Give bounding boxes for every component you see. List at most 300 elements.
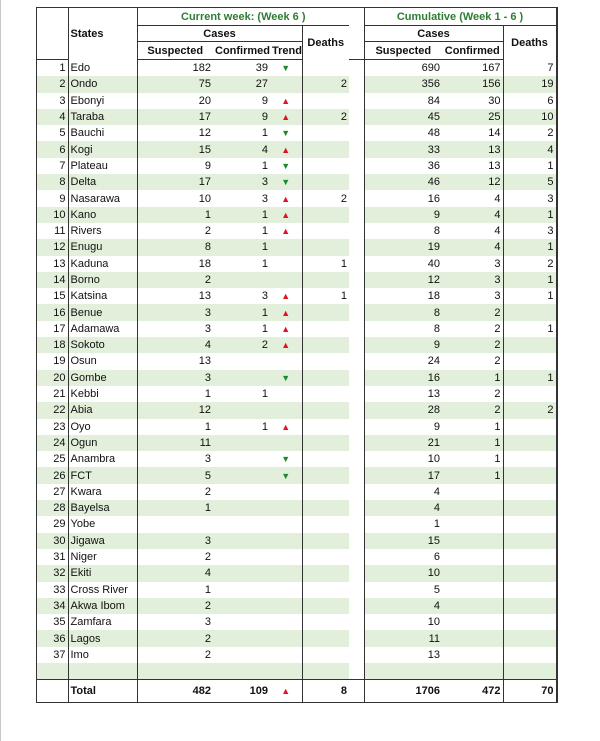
cumulative-confirmed-cell: 2	[494, 388, 501, 401]
cumulative-deaths-cell: 3	[503, 190, 556, 206]
cumulative-suspected-cell: 24	[364, 353, 442, 369]
spacer-cell	[349, 516, 364, 532]
trend-up-icon: ▲	[281, 291, 291, 302]
state-name: Bauchi	[68, 125, 137, 141]
suspected-cell: 1	[137, 386, 213, 402]
cumulative-suspected-cell: 15	[364, 533, 442, 549]
state-name: Kwara	[68, 484, 137, 500]
deaths-cell	[302, 239, 349, 255]
suspected-cell: 3	[137, 614, 213, 630]
spacer-cell	[349, 663, 364, 680]
trend-cell	[270, 516, 302, 532]
cumulative-suspected-cell: 4	[364, 500, 442, 516]
row-number: 2	[37, 76, 68, 92]
deaths-cell	[302, 174, 349, 190]
state-name: Enugu	[68, 239, 137, 255]
row-number: 32	[37, 565, 68, 581]
trend-cell	[270, 533, 302, 549]
table-row	[37, 60, 556, 77]
row-number: 26	[37, 467, 68, 483]
suspected-cell: 12	[137, 125, 213, 141]
confirmed-cell	[213, 484, 270, 500]
spacer-cell	[349, 141, 364, 157]
spacer-cell	[349, 60, 364, 77]
deaths-cell	[302, 125, 349, 141]
trend-cell	[270, 435, 302, 451]
cumulative-suspected-cell: 10	[364, 565, 442, 581]
trend-up-icon: ▲	[270, 207, 302, 223]
total-cumulative-suspected: 1706	[364, 680, 442, 703]
row-number: 6	[37, 141, 68, 157]
deaths-cell	[302, 223, 349, 239]
table-row	[37, 337, 556, 353]
deaths-cell	[302, 158, 349, 174]
cumulative-confirmed-cell: 25	[442, 109, 503, 125]
row-number	[37, 663, 68, 680]
suspected-cell: 3	[137, 451, 213, 467]
row-number: 10	[37, 207, 68, 223]
cumulative-confirmed-cell: 2	[494, 322, 501, 335]
confirmed-cell	[213, 663, 270, 680]
deaths-cell	[302, 353, 349, 369]
trend-cell	[270, 272, 302, 288]
state-name: Zamfara	[68, 614, 137, 630]
table-row	[37, 582, 556, 598]
row-number: 28	[37, 500, 68, 516]
confirmed-cell	[213, 549, 270, 565]
cumulative-deaths-cell	[503, 516, 556, 532]
trend-cell	[270, 663, 302, 680]
table-row	[37, 435, 556, 451]
table-row	[37, 93, 556, 109]
table-row	[37, 402, 556, 418]
row-number: 7	[59, 159, 66, 172]
confirmed-cell	[213, 614, 270, 630]
trend-down-icon: ▼	[281, 63, 291, 74]
suspected-cell: 12	[137, 402, 213, 418]
table-row	[37, 321, 556, 337]
state-name: Ogun	[68, 435, 137, 451]
confirmed-cell	[213, 500, 270, 516]
cumulative-deaths-cell: 1	[503, 370, 556, 386]
cumulative-suspected-cell: 356	[364, 76, 442, 92]
trend-down-icon: ▼	[281, 160, 291, 171]
spacer-cell	[349, 370, 364, 386]
row-number: 18	[37, 337, 68, 353]
table-row	[37, 223, 556, 239]
trend-cell	[270, 484, 302, 500]
suspected-cell: 3	[137, 321, 213, 337]
state-name: Nasarawa	[68, 190, 137, 206]
confirmed-cell	[213, 435, 270, 451]
cumulative-suspected-cell: 5	[364, 582, 442, 598]
row-number: 16	[37, 304, 68, 320]
cumulative-suspected-cell: 48	[364, 125, 442, 141]
cumulative-suspected-cell: 40	[364, 256, 442, 272]
confirmed-cell	[213, 565, 270, 581]
suspected-cell: 5	[137, 467, 213, 483]
row-number: 36	[37, 630, 68, 646]
trend-cell	[270, 614, 302, 630]
current-deaths-header: Deaths	[302, 26, 349, 60]
cumulative-deaths-cell	[503, 419, 556, 435]
cumulative-deaths-cell	[503, 647, 556, 663]
table-row	[37, 109, 556, 125]
cumulative-deaths-cell: 3	[503, 223, 556, 239]
cumulative-confirmed-cell: 30	[488, 94, 501, 107]
cumulative-confirmed-cell: 1	[442, 467, 503, 483]
spacer-cell	[349, 647, 364, 663]
state-name: Abia	[68, 402, 137, 418]
suspected-cell: 9	[137, 158, 213, 174]
row-number: 11	[54, 225, 66, 238]
current-confirmed-header: Confirmed	[213, 42, 270, 60]
confirmed-cell: 4	[213, 141, 270, 157]
confirmed-cell	[213, 402, 270, 418]
cumulative-confirmed-cell	[442, 647, 503, 663]
state-name: Lagos	[68, 630, 137, 646]
state-name: Cross River	[68, 582, 137, 598]
trend-up-icon: ▲	[270, 141, 302, 157]
confirmed-cell: 2	[213, 337, 270, 353]
confirmed-cell: 1	[261, 322, 268, 335]
row-number: 19	[53, 355, 66, 368]
suspected-cell: 1	[137, 207, 213, 223]
deaths-cell: 2	[302, 190, 349, 206]
spacer-cell	[349, 549, 364, 565]
suspected-cell: 17	[137, 109, 213, 125]
table-row	[37, 174, 556, 190]
confirmed-cell: 39	[255, 62, 268, 75]
spacer-cell	[349, 207, 364, 223]
trend-cell	[270, 402, 302, 418]
table-row	[37, 647, 556, 663]
cumulative-confirmed-cell: 3	[494, 257, 501, 270]
trend-up-icon: ▲	[281, 226, 291, 237]
cumulative-deaths-cell	[503, 484, 556, 500]
deaths-cell	[302, 402, 349, 418]
cumulative-confirmed-cell: 4	[442, 239, 503, 255]
cumulative-suspected-cell: 690	[364, 60, 442, 77]
deaths-cell	[302, 533, 349, 549]
current-cases-header: Cases	[137, 26, 302, 42]
state-name: Plateau	[68, 158, 137, 174]
deaths-cell	[302, 60, 349, 77]
state-name: Ondo	[68, 76, 137, 92]
cumulative-deaths-cell	[503, 435, 556, 451]
table-row	[37, 190, 556, 206]
trend-up-icon: ▲	[270, 337, 302, 353]
spacer-cell	[349, 582, 364, 598]
row-number: 37	[53, 648, 66, 661]
table-row	[37, 630, 556, 646]
state-name	[68, 663, 137, 680]
cumulative-suspected-cell: 9	[364, 419, 442, 435]
cumulative-confirmed-cell: 167	[482, 62, 501, 75]
deaths-cell	[302, 451, 349, 467]
suspected-cell: 2	[137, 549, 213, 565]
suspected-cell: 3	[137, 370, 213, 386]
cumulative-deaths-cell	[503, 304, 556, 320]
row-number: 20	[37, 370, 68, 386]
cumulative-suspected-cell: 18	[364, 288, 442, 304]
cumulative-suspected-cell: 4	[364, 484, 442, 500]
suspected-cell: 2	[137, 598, 213, 614]
table-row	[37, 533, 556, 549]
cumulative-deaths-cell	[503, 549, 556, 565]
table-row	[37, 239, 556, 255]
suspected-cell: 1	[137, 582, 213, 598]
deaths-cell	[302, 370, 349, 386]
deaths-cell	[302, 614, 349, 630]
deaths-cell	[302, 598, 349, 614]
row-number: 4	[37, 109, 68, 125]
cumulative-suspected-cell	[364, 663, 442, 680]
deaths-cell	[302, 582, 349, 598]
cumulative-suspected-cell: 21	[364, 435, 442, 451]
trend-header: Trend	[270, 42, 302, 60]
row-number: 30	[37, 533, 68, 549]
trend-down-icon: ▼	[281, 128, 291, 139]
state-name: Rivers	[68, 223, 137, 239]
trend-cell	[270, 630, 302, 646]
table-row	[37, 256, 556, 272]
state-name: Akwa Ibom	[68, 598, 137, 614]
deaths-cell: 1	[302, 256, 349, 272]
confirmed-cell: 27	[213, 76, 270, 92]
table-row	[37, 207, 556, 223]
spacer-cell	[349, 451, 364, 467]
row-number: 25	[53, 453, 66, 466]
confirmed-cell	[213, 272, 270, 288]
confirmed-cell: 1	[261, 127, 268, 140]
confirmed-cell: 1	[213, 207, 270, 223]
table-row	[37, 158, 556, 174]
spacer-cell	[349, 500, 364, 516]
confirmed-cell: 1	[261, 388, 268, 401]
cumulative-deaths-cell	[503, 663, 556, 680]
cumulative-suspected-cell: 28	[364, 402, 442, 418]
spacer-cell	[349, 419, 364, 435]
row-number: 23	[53, 420, 66, 433]
deaths-cell	[302, 386, 349, 402]
deaths-cell: 2	[302, 76, 349, 92]
row-number: 27	[53, 485, 66, 498]
suspected-cell: 4	[137, 337, 213, 353]
cumulative-deaths-cell	[503, 582, 556, 598]
cumulative-confirmed-cell: 3	[442, 272, 503, 288]
cumulative-deaths-cell: 2	[503, 256, 556, 272]
confirmed-cell: 1	[213, 239, 270, 255]
cumulative-deaths-cell: 6	[503, 93, 556, 109]
confirmed-cell: 1	[261, 257, 268, 270]
state-name: Benue	[68, 304, 137, 320]
deaths-cell	[302, 141, 349, 157]
cumulative-deaths-cell	[503, 598, 556, 614]
row-number: 34	[37, 598, 68, 614]
table-row	[37, 549, 556, 565]
state-name: Kebbi	[68, 386, 137, 402]
deaths-cell: 2	[302, 109, 349, 125]
cumulative-suspected-cell: 6	[364, 549, 442, 565]
cumulative-deaths-cell: 7	[503, 60, 556, 77]
spacer-cell	[349, 288, 364, 304]
spacer-cell	[349, 109, 364, 125]
spacer-cell	[349, 484, 364, 500]
suspected-cell: 4	[137, 565, 213, 581]
state-name: Ebonyi	[68, 93, 137, 109]
deaths-cell	[302, 207, 349, 223]
cumulative-cases-header: Cases	[364, 26, 503, 42]
row-number: 29	[53, 518, 66, 531]
deaths-cell	[302, 304, 349, 320]
cumulative-confirmed-cell: 2	[442, 337, 503, 353]
deaths-cell	[302, 419, 349, 435]
row-number: 8	[37, 174, 68, 190]
suspected-cell: 20	[137, 93, 213, 109]
suspected-cell: 13	[137, 353, 213, 369]
state-name: Yobe	[68, 516, 137, 532]
spacer-cell	[349, 386, 364, 402]
spacer-cell	[349, 614, 364, 630]
cumulative-suspected-cell: 17	[364, 467, 442, 483]
table-row	[37, 272, 556, 288]
cumulative-suspected-cell: 10	[364, 614, 442, 630]
cumulative-suspected-header: Suspected	[364, 42, 442, 60]
table-row	[37, 614, 556, 630]
trend-cell	[270, 76, 302, 92]
row-number: 3	[59, 94, 66, 107]
suspected-cell	[137, 663, 213, 680]
state-name: Anambra	[68, 451, 137, 467]
confirmed-cell	[213, 516, 270, 532]
row-number: 33	[53, 583, 66, 596]
total-confirmed: 109	[213, 680, 270, 703]
cumulative-confirmed-cell: 156	[442, 76, 503, 92]
cumulative-deaths-cell	[503, 467, 556, 483]
table-row	[37, 451, 556, 467]
cumulative-deaths-cell	[503, 565, 556, 581]
confirmed-cell: 9	[213, 109, 270, 125]
cumulative-deaths-cell	[503, 451, 556, 467]
cumulative-deaths-cell: 1	[503, 239, 556, 255]
cumulative-confirmed-cell: 4	[442, 207, 503, 223]
total-cumulative-deaths: 70	[503, 680, 556, 703]
spacer-cell	[349, 321, 364, 337]
current-suspected-header: Suspected	[137, 42, 213, 60]
cumulative-suspected-cell: 12	[364, 272, 442, 288]
state-name: Ekiti	[68, 565, 137, 581]
cumulative-suspected-cell: 36	[364, 158, 442, 174]
table-row	[37, 467, 556, 483]
confirmed-cell: 1	[261, 225, 268, 238]
trend-up-icon: ▲	[281, 95, 291, 106]
table-row	[37, 304, 556, 320]
suspected-cell: 75	[137, 76, 213, 92]
row-number: 15	[53, 290, 66, 303]
suspected-cell: 8	[137, 239, 213, 255]
state-name: Delta	[68, 174, 137, 190]
deaths-cell	[302, 467, 349, 483]
cumulative-suspected-cell: 16	[364, 370, 442, 386]
suspected-cell: 2	[137, 272, 213, 288]
confirmed-cell: 3	[261, 192, 268, 205]
trend-cell	[270, 239, 302, 255]
trend-cell	[270, 582, 302, 598]
suspected-cell: 2	[137, 647, 213, 663]
confirmed-cell: 1	[213, 304, 270, 320]
confirmed-cell: 3	[213, 174, 270, 190]
cumulative-deaths-cell	[503, 533, 556, 549]
trend-down-icon: ▼	[270, 174, 302, 190]
cumulative-deaths-cell: 19	[503, 76, 556, 92]
cumulative-confirmed-cell: 13	[488, 159, 501, 172]
state-name: Sokoto	[68, 337, 137, 353]
cumulative-confirmed-cell	[442, 614, 503, 630]
spacer-cell	[349, 353, 364, 369]
deaths-cell	[302, 321, 349, 337]
confirmed-cell	[213, 353, 270, 369]
table-footer	[37, 680, 556, 703]
confirmed-cell	[213, 598, 270, 614]
state-name: Kogi	[68, 141, 137, 157]
row-number: 35	[53, 616, 66, 629]
deaths-cell	[302, 630, 349, 646]
cumulative-deaths-header: Deaths	[503, 26, 556, 60]
cumulative-confirmed-cell: 13	[442, 141, 503, 157]
confirmed-cell	[213, 370, 270, 386]
confirmed-cell	[213, 630, 270, 646]
suspected-cell	[137, 516, 213, 532]
cumulative-suspected-cell: 19	[364, 239, 442, 255]
cumulative-deaths-cell: 10	[503, 109, 556, 125]
table-row	[37, 353, 556, 369]
state-name: Taraba	[68, 109, 137, 125]
suspected-cell: 2	[137, 630, 213, 646]
cumulative-confirmed-cell: 4	[494, 192, 501, 205]
cumulative-confirmed-cell: 2	[494, 355, 501, 368]
spacer-cell	[349, 467, 364, 483]
cumulative-header: Cumulative (Week 1 - 6 )	[364, 8, 556, 26]
confirmed-cell: 1	[261, 420, 268, 433]
cumulative-confirmed-cell: 14	[488, 127, 501, 140]
spacer-cell	[349, 533, 364, 549]
trend-down-icon: ▼	[270, 370, 302, 386]
suspected-cell: 13	[137, 288, 213, 304]
row-number: 9	[59, 192, 66, 205]
spacer-cell	[349, 256, 364, 272]
trend-cell	[270, 598, 302, 614]
cumulative-deaths-cell: 1	[503, 321, 556, 337]
state-name: Kaduna	[68, 256, 137, 272]
state-name: Katsina	[68, 288, 137, 304]
trend-up-icon: ▲	[281, 421, 291, 432]
table-row	[37, 288, 556, 304]
suspected-cell: 182	[137, 60, 213, 77]
spacer-cell	[349, 565, 364, 581]
row-number: 31	[53, 551, 66, 564]
cumulative-suspected-cell: 13	[364, 647, 442, 663]
table-row	[37, 76, 556, 92]
cumulative-deaths-cell	[503, 386, 556, 402]
row-number: 24	[37, 435, 68, 451]
spacer-cell	[349, 304, 364, 320]
cumulative-confirmed-cell: 12	[442, 174, 503, 190]
table-body	[37, 60, 556, 680]
cumulative-confirmed-cell	[442, 533, 503, 549]
table-row	[37, 598, 556, 614]
deaths-cell	[302, 663, 349, 680]
